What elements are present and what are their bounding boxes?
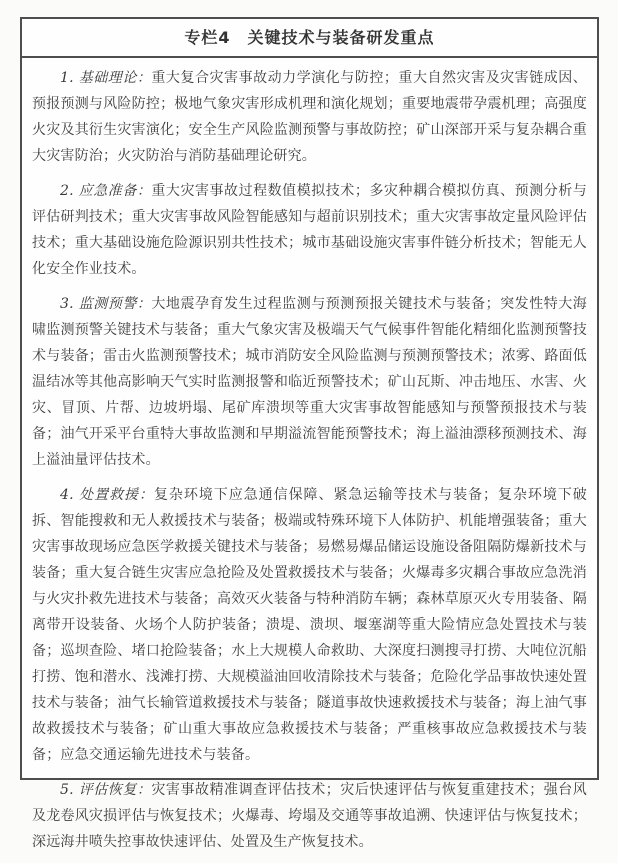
paragraph-disposal-rescue <box>32 482 587 768</box>
paragraph-lead-monitoring-warning: 3. 监测预警： <box>60 296 152 312</box>
paragraph-lead-assessment-recovery: 5. 评估恢复： <box>60 782 152 798</box>
paragraph-emergency-preparedness <box>32 178 587 282</box>
panel-body <box>22 58 597 863</box>
paragraph-text-basic-theory: 重大复合灾害事故动力学演化与防控；重大自然灾害及灾害链成因、预报预测与风险防控；极地气象灾害形成机理和演化规划；重要地震带孕震机理；高强度火灾及其衍生灾害演化；安全生产风险监测预警与事故防控；矿山深部开采与复杂耦合重大灾害防治；火灾防治与消防基础理论研究。 <box>32 70 587 164</box>
paragraph-monitoring-warning <box>32 291 587 473</box>
paragraph-lead-emergency-preparedness: 2. 应急准备： <box>60 183 152 199</box>
paragraph-text-monitoring-warning: 大地震孕育发生过程监测与预测预报关键技术与装备；突发性特大海啸监测预警关键技术与装备；重大气象灾害及极端天气气候事件智能化精细化监测预警技术与装备；雷击火监测预警技术；城市消防安全风险监测与预测预警技术；浓雾、路面低温结冰等其他高影响天气实时监测报警和临近预警技术；矿山瓦斯、冲击地压、水害、火灾、冒顶、片帮、边坡坍塌、尾矿库溃坝等重大灾害事故智能感知与预警预报技术与装备；油气开采平台重特大事故监测和早期溢流智能预警技术；海上溢油漂移预测技术、海上溢油量评估技术。 <box>32 296 587 468</box>
paragraph-text-disposal-rescue: 复杂环境下应急通信保障、紧急运输等技术与装备；复杂环境下破拆、智能搜救和无人救援技术与装备；极端或特殊环境下人体防护、机能增强装备；重大灾害事故现场应急医学救援关键技术与装备；易燃易爆品储运设施设备阻隔防爆新技术与装备；重大复合链生灾害应急抢险及处置救援技术与装备；火爆毒多灾耦合事故应急洗消与火灾扑救先进技术与装备；高效灭火装备与特种消防车辆；森林草原灭火专用装备、隔离带开设装备、火场个人防护装备；溃堤、溃坝、堰塞湖等重大险情应急处置技术与装备；巡坝查险、堵口抢险装备；水上大规模人命救助、大深度扫测搜寻打捞、大吨位沉船打捞、饱和潜水、浅滩打捞、大规模溢油回收清除技术与装备；危险化学品事故快速处置技术与装备；油气长输管道救援技术与装备；隧道事故快速救援技术与装备；海上油气事故救援技术与装备；矿山重大事故应急救援技术与装备；严重核事故应急救援技术与装备；应急交通运输先进技术与装备。 <box>32 487 587 763</box>
panel-title: 专栏4 关键技术与装备研发重点 <box>22 19 597 58</box>
paragraph-assessment-recovery <box>32 777 587 855</box>
paragraph-lead-basic-theory: 1. 基础理论： <box>60 70 152 86</box>
paragraph-text-emergency-preparedness: 重大灾害事故过程数值模拟技术；多灾种耦合模拟仿真、预测分析与评估研判技术；重大灾害事故风险智能感知与超前识别技术；重大灾害事故定量风险评估技术；重大基础设施危险源识别共性技术；城市基础设施灾害事件链分析技术；智能无人化安全作业技术。 <box>32 183 587 277</box>
paragraph-text-assessment-recovery: 灾害事故精准调查评估技术；灾后快速评估与恢复重建技术；强台风及龙卷风灾损评估与恢复技术；火爆毒、垮塌及交通等事故追溯、快速评估与恢复技术；深远海井喷失控事故快速评估、处置及生产恢复技术。 <box>32 782 587 850</box>
paragraph-lead-disposal-rescue: 4. 处置救援： <box>60 487 154 503</box>
paragraph-basic-theory <box>32 65 587 169</box>
column4-panel <box>20 17 599 850</box>
